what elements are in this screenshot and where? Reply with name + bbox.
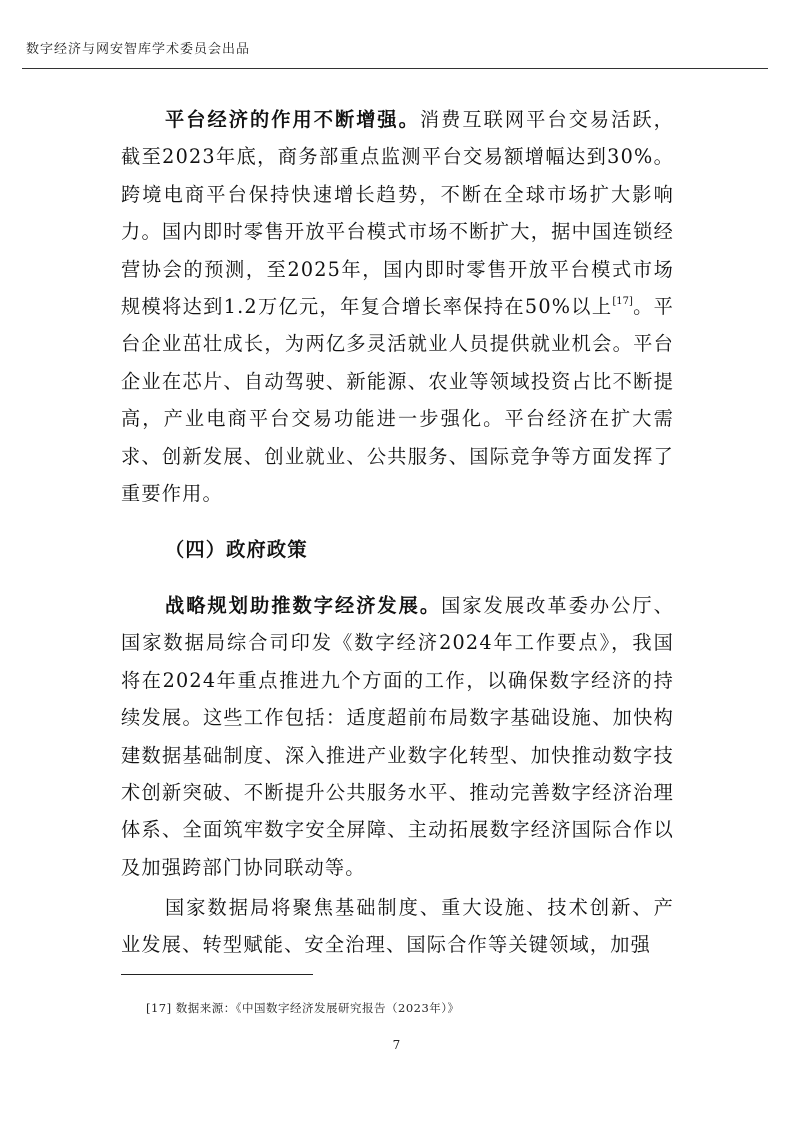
paragraph-strategy [121,587,674,886]
paragraph-text-platform: 消费互联网平台交易活跃，截至2023年底，商务部重点监测平台交易额增幅达到30%。跨境电商平台保持快速增长趋势，不断在全球市场扩大影响力。国内即时零售开放平台模式市场不断扩大，据中国连锁经营协会的预测，至2025年，国内即时零售开放平台模式市场规模将达到1.2万亿元，年复合增长率保持在50%以上 [121,108,674,319]
paragraph-text-strategy: 国家发展改革委办公厅、国家数据局综合司印发《数字经济2024年工作要点》，我国将在2024年重点推进九个方面的工作，以确保数字经济的持续发展。这些工作包括：适度超前布局数字基础设施、加快构建数据基础制度、深入推进产业数字化转型、加快推动数字技术创新突破、不断提升公共服务水平、推动完善数字经济治理体系、全面筑牢数字安全屏障、主动拓展数字经济国际合作以及加强跨部门协同联动等。 [121,594,674,879]
page-header-title: 数字经济与网安智库学术委员会出品 [26,42,251,57]
paragraph-lead-strategy: 战略规划助推数字经济发展。 [165,594,442,617]
paragraph-data-bureau: 国家数据局将聚焦基础制度、重大设施、技术创新、产业发展、转型赋能、安全治理、国际合作等关键领域，加强 [121,896,674,957]
footnote-divider [121,974,313,975]
footnote-reference[interactable]: [17] [612,296,633,308]
paragraph-text-platform-continued: 。平台企业茁壮成长，为两亿多灵活就业人员提供就业机会。平台企业在芯片、自动驾驶、新能源、农业等领域投资占比不断提高，产业电商平台交易功能进一步强化。平台经济在扩大需求、创新发展、创业就业、公共服务、国际竞争等方面发挥了重要作用。 [121,295,674,506]
header-divider [22,68,768,69]
paragraph-lead-platform: 平台经济的作用不断增强。 [165,108,420,131]
section-heading-government-policy: （四）政府政策 [165,538,308,561]
paragraph-platform-economy [121,101,674,512]
page-number: 7 [392,1038,401,1052]
footnote-text: [17] 数据来源：《中国数字经济发展研究报告（2023年）》 [146,1001,460,1015]
